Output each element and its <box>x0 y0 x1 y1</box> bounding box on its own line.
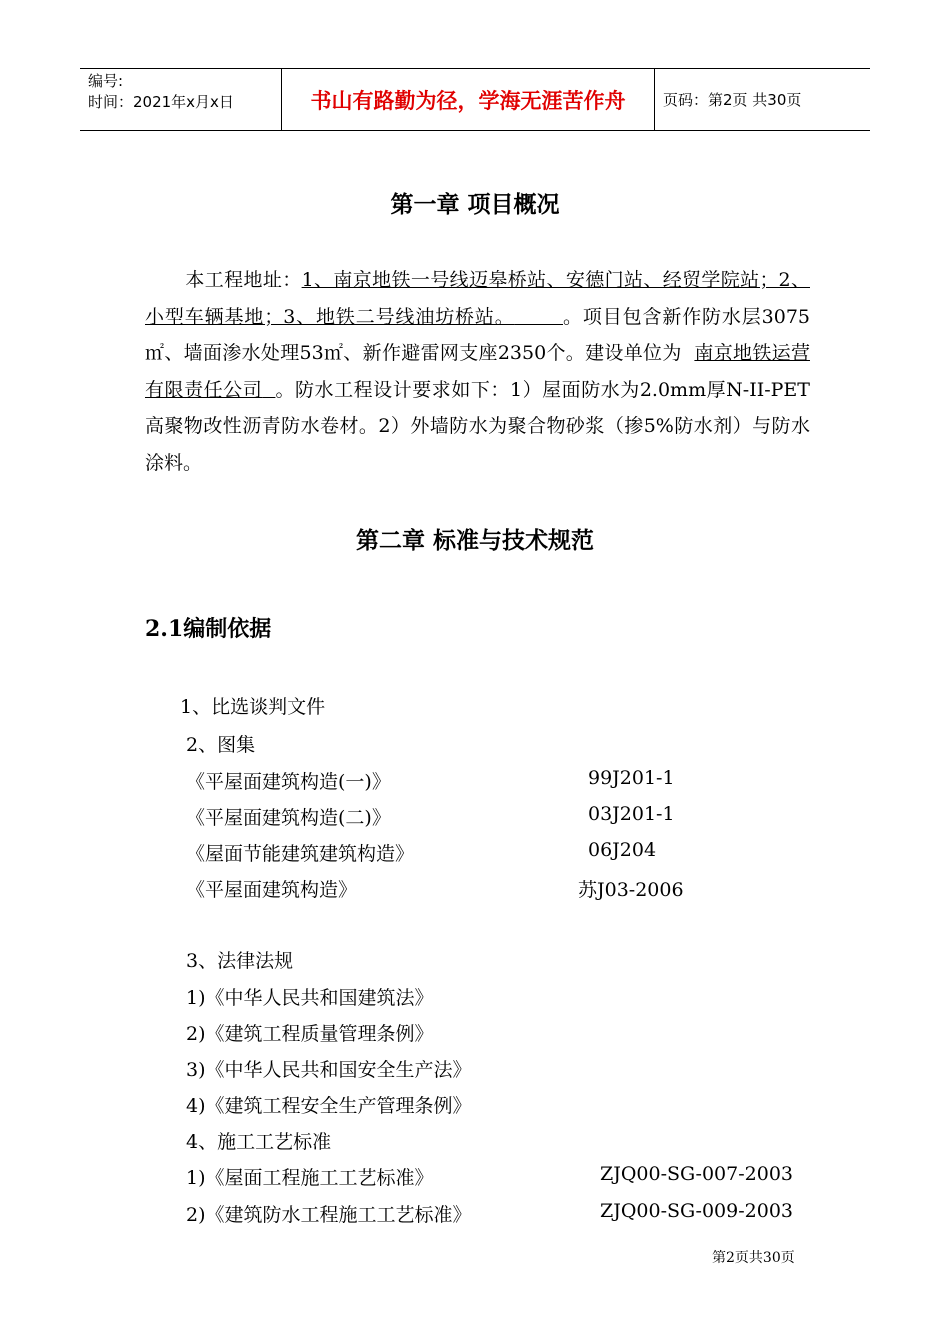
law-item: 3)《中华人民共和国安全生产法》 <box>186 1059 472 1081</box>
chapter-2-title: 第二章 标准与技术规范 <box>355 528 594 554</box>
atlas-code: 03J201-1 <box>588 803 675 825</box>
header-meta-cell <box>80 69 282 130</box>
standard-code: ZJQ00-SG-007-2003 <box>600 1163 793 1185</box>
basis-item-1: 1、比选谈判文件 <box>180 696 326 718</box>
basis-item-3: 3、法律法规 <box>186 950 294 972</box>
chapter-1-title: 第一章 项目概况 <box>390 192 560 218</box>
owner-name: 南京地铁运营有限责任公司 <box>145 342 810 401</box>
header-motto-cell <box>282 69 655 130</box>
standard-name: 2)《建筑防水工程施工工艺标准》 <box>186 1204 472 1226</box>
project-scope: 。项目包含新作防水层3075㎡、墙面渗水处理53㎡、新作避雷网支座2350个。建设单位为 <box>145 305 811 364</box>
page-header <box>80 68 870 131</box>
header-page-cell <box>655 69 870 130</box>
law-item: 2)《建筑工程质量管理条例》 <box>186 1023 434 1045</box>
address-lead: 本工程地址： <box>185 269 302 291</box>
atlas-name: 《平屋面建筑构造(一)》 <box>186 771 391 793</box>
atlas-code: 苏J03-2006 <box>578 879 684 901</box>
motto-text: 书山有路勤为径，学海无涯苦作舟 <box>310 88 626 113</box>
number-label: 编号: <box>88 72 124 90</box>
atlas-code: 99J201-1 <box>588 767 675 789</box>
basis-item-4: 4、施工工艺标准 <box>186 1131 332 1153</box>
standard-code: ZJQ00-SG-009-2003 <box>600 1200 793 1222</box>
date-label: 时间：2021年x月x日 <box>88 93 234 111</box>
atlas-name: 《平屋面建筑构造》 <box>186 879 358 901</box>
page-number-label: 页码：第2页 共30页 <box>663 90 802 109</box>
project-overview-paragraph <box>145 262 810 481</box>
basis-item-2: 2、图集 <box>186 734 256 756</box>
atlas-name: 《屋面节能建筑建筑构造》 <box>186 843 415 865</box>
law-item: 1)《中华人民共和国建筑法》 <box>186 987 434 1009</box>
atlas-name: 《平屋面建筑构造(二)》 <box>186 807 391 829</box>
standard-name: 1)《屋面工程施工工艺标准》 <box>186 1167 434 1189</box>
footer-page-number: 第2页共30页 <box>712 1250 795 1266</box>
design-requirements: 。防水工程设计要求如下：1）屋面防水为2.0mm厚N-II-PET高聚物改性沥青防水卷材。2）外墙防水为聚合物砂浆（掺5%防水剂）与防水涂料。 <box>145 378 810 474</box>
section-2-1-title: 2.1编制依据 <box>145 616 272 642</box>
project-address: 1、南京地铁一号线迈皋桥站、安德门站、经贸学院站；2、小型车辆基地；3、地铁二号线油坊桥站。 <box>145 269 810 328</box>
atlas-code: 06J204 <box>588 839 657 861</box>
law-item: 4)《建筑工程安全生产管理条例》 <box>186 1095 472 1117</box>
